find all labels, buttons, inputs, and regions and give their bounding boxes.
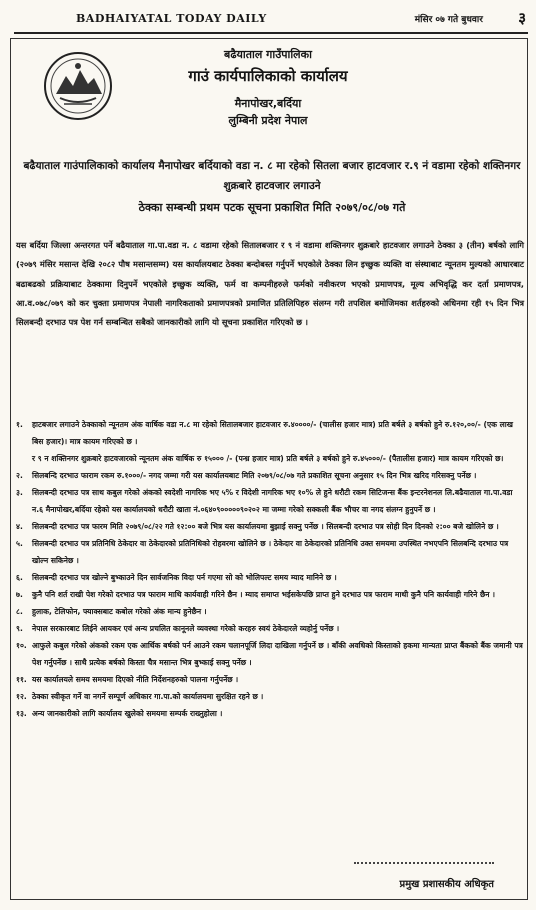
item-text: सिलबन्दी दरभाउ पत्र साथ कबुल गरेको अंकको स्वदेशी नागरिक भए ५% र विदेशी नागरिक भए १०% ले हुने धरौटी रकम सिटिजन्स बैंक इन्टरनेशनल लि.बढैयाताल गा.पा.वडा न.६ मैनापोखर,बर्दिया रहेको यस कार्यालयको धरौटी खाता नं.०६४०९०००००९०२०२ मा जम्मा गरेको सक्कली बैंक भौचर वा नगद संलग्न हुनुपर्ने छ । bbox=[32, 488, 513, 514]
item-text: अन्य जानकारीको लागि कार्यालय खुलेको समयमा सम्पर्क राख्नुहोला । bbox=[32, 709, 223, 718]
item-text: सिलबन्दि दरभाउ फाराम रकम रु.१०००/- नगद जम्मा गरी यस कार्यालयबाट मिति २०७९/०८/०७ गते प्रकाशित सूचना अनुसार १५ दिन भित्र खरिद गरिसक्नु पर्नेछ । bbox=[32, 471, 477, 480]
item-number: ११. bbox=[16, 675, 27, 684]
item-text: हुलाक, टेलिफोन, फ्याक्सबाट कबोल गरेको अंक मान्य हुनेछैन । bbox=[32, 607, 207, 616]
list-item bbox=[16, 484, 524, 518]
item-number: १. bbox=[16, 420, 23, 429]
office-name: गाउं कार्यपालिकाको कार्यालय bbox=[188, 67, 348, 85]
item-text: र ९ न शक्तिनगर शुक्रबारे हाटवजारको न्यूनतम अंक वार्षिक रु १५००० /- (पन्ध्र हजार मात्र) प्रति बर्षले ३ बर्षको हुने रु.४५०००/- (पैतालीस हजार) मात्र कायम गरिएको छ। bbox=[32, 454, 504, 463]
list-item bbox=[16, 603, 524, 620]
item-number: ९. bbox=[16, 624, 23, 633]
list-item bbox=[16, 637, 524, 671]
page-number: ३ bbox=[518, 9, 526, 27]
list-item bbox=[16, 416, 524, 450]
list-item bbox=[16, 586, 524, 603]
item-text: कुनै पनि शर्त राखी पेश गरेको दरभाउ पत्र फाराम माथि कार्यवाही गरिने छैन । म्याद समाप्त भईसकेपछि प्राप्त हुने दरभाउ पत्र फाराम माथी कुनै पनि कार्यवाही गरिने छैन । bbox=[32, 590, 496, 599]
item-number bbox=[16, 450, 32, 467]
item-text: सिलबन्दी दरभाउ पत्र खोल्ने बुभ्काउने दिन सार्वजनिक विदा पर्न गएमा सो को भोलिपल्ट समय म्याद मानिने छ । bbox=[32, 573, 337, 582]
province-name: लुम्बिनी प्रदेश नेपाल bbox=[228, 114, 308, 127]
list-item bbox=[16, 705, 524, 722]
newspaper-name: BADHAIYATAL TODAY DAILY bbox=[76, 11, 267, 25]
item-number: १०. bbox=[16, 641, 27, 650]
item-number: ५. bbox=[16, 539, 23, 548]
item-text: यस कार्यालयले समय समयमा दिएको नीति निर्देशनहरुको पालना गर्नुपर्नेछ । bbox=[32, 675, 239, 684]
item-number: ८. bbox=[16, 607, 23, 616]
notice-heading: बढैयाताल गाउंपालिकाको कार्यालय मैनापोखर बर्दियाको वडा न. ८ मा रहेको सितला बजार हाटवजार र.९ नं वडामा रहेको शक्तिनगर शुक्रबारे हाटवजार लगाउने bbox=[23, 160, 521, 192]
list-item bbox=[16, 620, 524, 637]
item-text: सिलबन्दी दरभाउ पत्र फारम मिति २०७९/०८/२२ गते १२:०० बजे भित्र यस कार्यालयमा बुझाई सक्नु पर्नेछ । सिलबन्दी दरभाउ पत्र सोही दिन दिनको २:०० बजे खोलिने छ । bbox=[32, 522, 499, 531]
signature-line bbox=[354, 862, 494, 864]
item-text: आफुले कबुल गरेको अंकको रकम एक आर्थिक बर्षको पर्न आउने रकम चलानपूर्जि लिदा दाखिला गर्नुपर्ने छ । बाँकी अवधिको किस्ताको हकमा मान्यता प्राप्त बैंकको बैंक जमानी पत्र पेश गर्नुपर्नेछ । साथै प्रत्येक बर्षको किस्ता चैत्र मसान्त भित्र बुभ्काई सक्नु पर्नेछ । bbox=[32, 641, 523, 667]
conditions-list bbox=[16, 416, 524, 722]
signatory-title: प्रमुख प्रशासकीय अधिकृत bbox=[399, 879, 494, 890]
list-item bbox=[16, 569, 524, 586]
list-item bbox=[16, 518, 524, 535]
list-item bbox=[16, 671, 524, 688]
item-number: ७. bbox=[16, 590, 23, 599]
list-item bbox=[16, 450, 524, 467]
office-address: मैनापोखर,बर्दिया bbox=[234, 97, 302, 110]
notice-title: ठेक्का सम्बन्धी प्रथम पटक सूचना प्रकाशित मिति २०७९/०८/०७ गते bbox=[138, 201, 406, 214]
item-text: हाटबजार लगाउने ठेक्काको न्यूनतम अंक वार्षिक वडा न.८ मा रहेको सितालबजार हाटवजार रु.४००००/- (चालीस हजार मात्र) प्रति बर्षले ३ बर्षको हुने रु.१२०,००/- (एक लाख बिस हजार)। मात्र कायम गरिएको छ । bbox=[32, 420, 513, 446]
list-item bbox=[16, 688, 524, 705]
item-text: नेपाल सरकारबाट लिईने आयकर एवं अन्य प्रचलित कानूनले व्यवस्था गरेको करहरु स्वयं ठेकेदारले व्यहोर्नु पर्नेछ । bbox=[32, 624, 340, 633]
list-item bbox=[16, 467, 524, 484]
item-text: ठेक्का स्वीकृत गर्ने वा नगर्ने सम्पूर्ण अधिकार गा.पा.को कार्यालयमा सुरक्षित रहने छ । bbox=[32, 692, 264, 701]
issue-date: मंसिर ०७ गते बुधवार bbox=[414, 14, 483, 25]
item-number: १३. bbox=[16, 709, 27, 718]
item-text: सिलबन्दी दरभाउ पत्र प्रतिनिधि ठेकेदार वा ठेकेदारको प्रतिनिधिको रोहवरमा खोलिने छ । ठेकेदार वा ठेकेदारको प्रतिनिधि उक्त समयमा उपस्थित नभएपनि सिलबन्दि दरभाउ पत्र खोल्न सकिनेछ । bbox=[32, 539, 509, 565]
item-number: १२. bbox=[16, 692, 27, 701]
item-number: ४. bbox=[16, 522, 23, 531]
item-number: ३. bbox=[16, 488, 23, 497]
intro-paragraph: यस बर्दिया जिल्ला अन्तरगत पर्ने बढैयाताल गा.पा.वडा न. ८ वडामा रहेको सितालबजार र ९ नं वडामा शक्तिनगर शुक्रबारे हाटवजार लगाउने ठेक्का ३ (तीन) बर्षको लागि (२०७९ मंसिर मसान्त देखि २०८२ पौष मसान्तसम्म) यस कार्यालयबाट ठेक्का बन्दोबस्त गर्नुपर्ने भएकोले ठेक्का लिन इच्छुक व्यक्ति वा संस्थाबाट न्यूनतम मुल्यको आधारबाट बढाबढको प्रक्रियाबाट ठेक्कामा दिनुपर्ने भएकोले इच्छुक व्यक्ति, फर्म वा कम्पनीहरुले फर्मको नवीकरण भएको प्रमाणपत्र, मूल्य अभिवृद्धि कर दर्ता प्रमाणपत्र, आ.व.०७८/०७९ को कर चुक्ता प्रमाणपत्र नेपाली नागरिकताको प्रमाणपत्रको प्रमाणित प्रतिलिपिहरु संलग्न गरी तपशिल बमोजिमका शर्तहरुको अधिनमा रही १५ दिन भित्र सिलबन्दी दरभाउ पत्र पेश गर्न सम्बन्धित सबैको जानकारीको लागि यो सूचना प्रकाशित गरिएको छ । bbox=[16, 240, 524, 328]
municipality-name: बढैयाताल गाउँपालिका bbox=[224, 48, 312, 61]
item-number: ६. bbox=[16, 573, 23, 582]
newspaper-header bbox=[14, 4, 528, 34]
list-item bbox=[16, 535, 524, 569]
item-number: २. bbox=[16, 471, 23, 480]
